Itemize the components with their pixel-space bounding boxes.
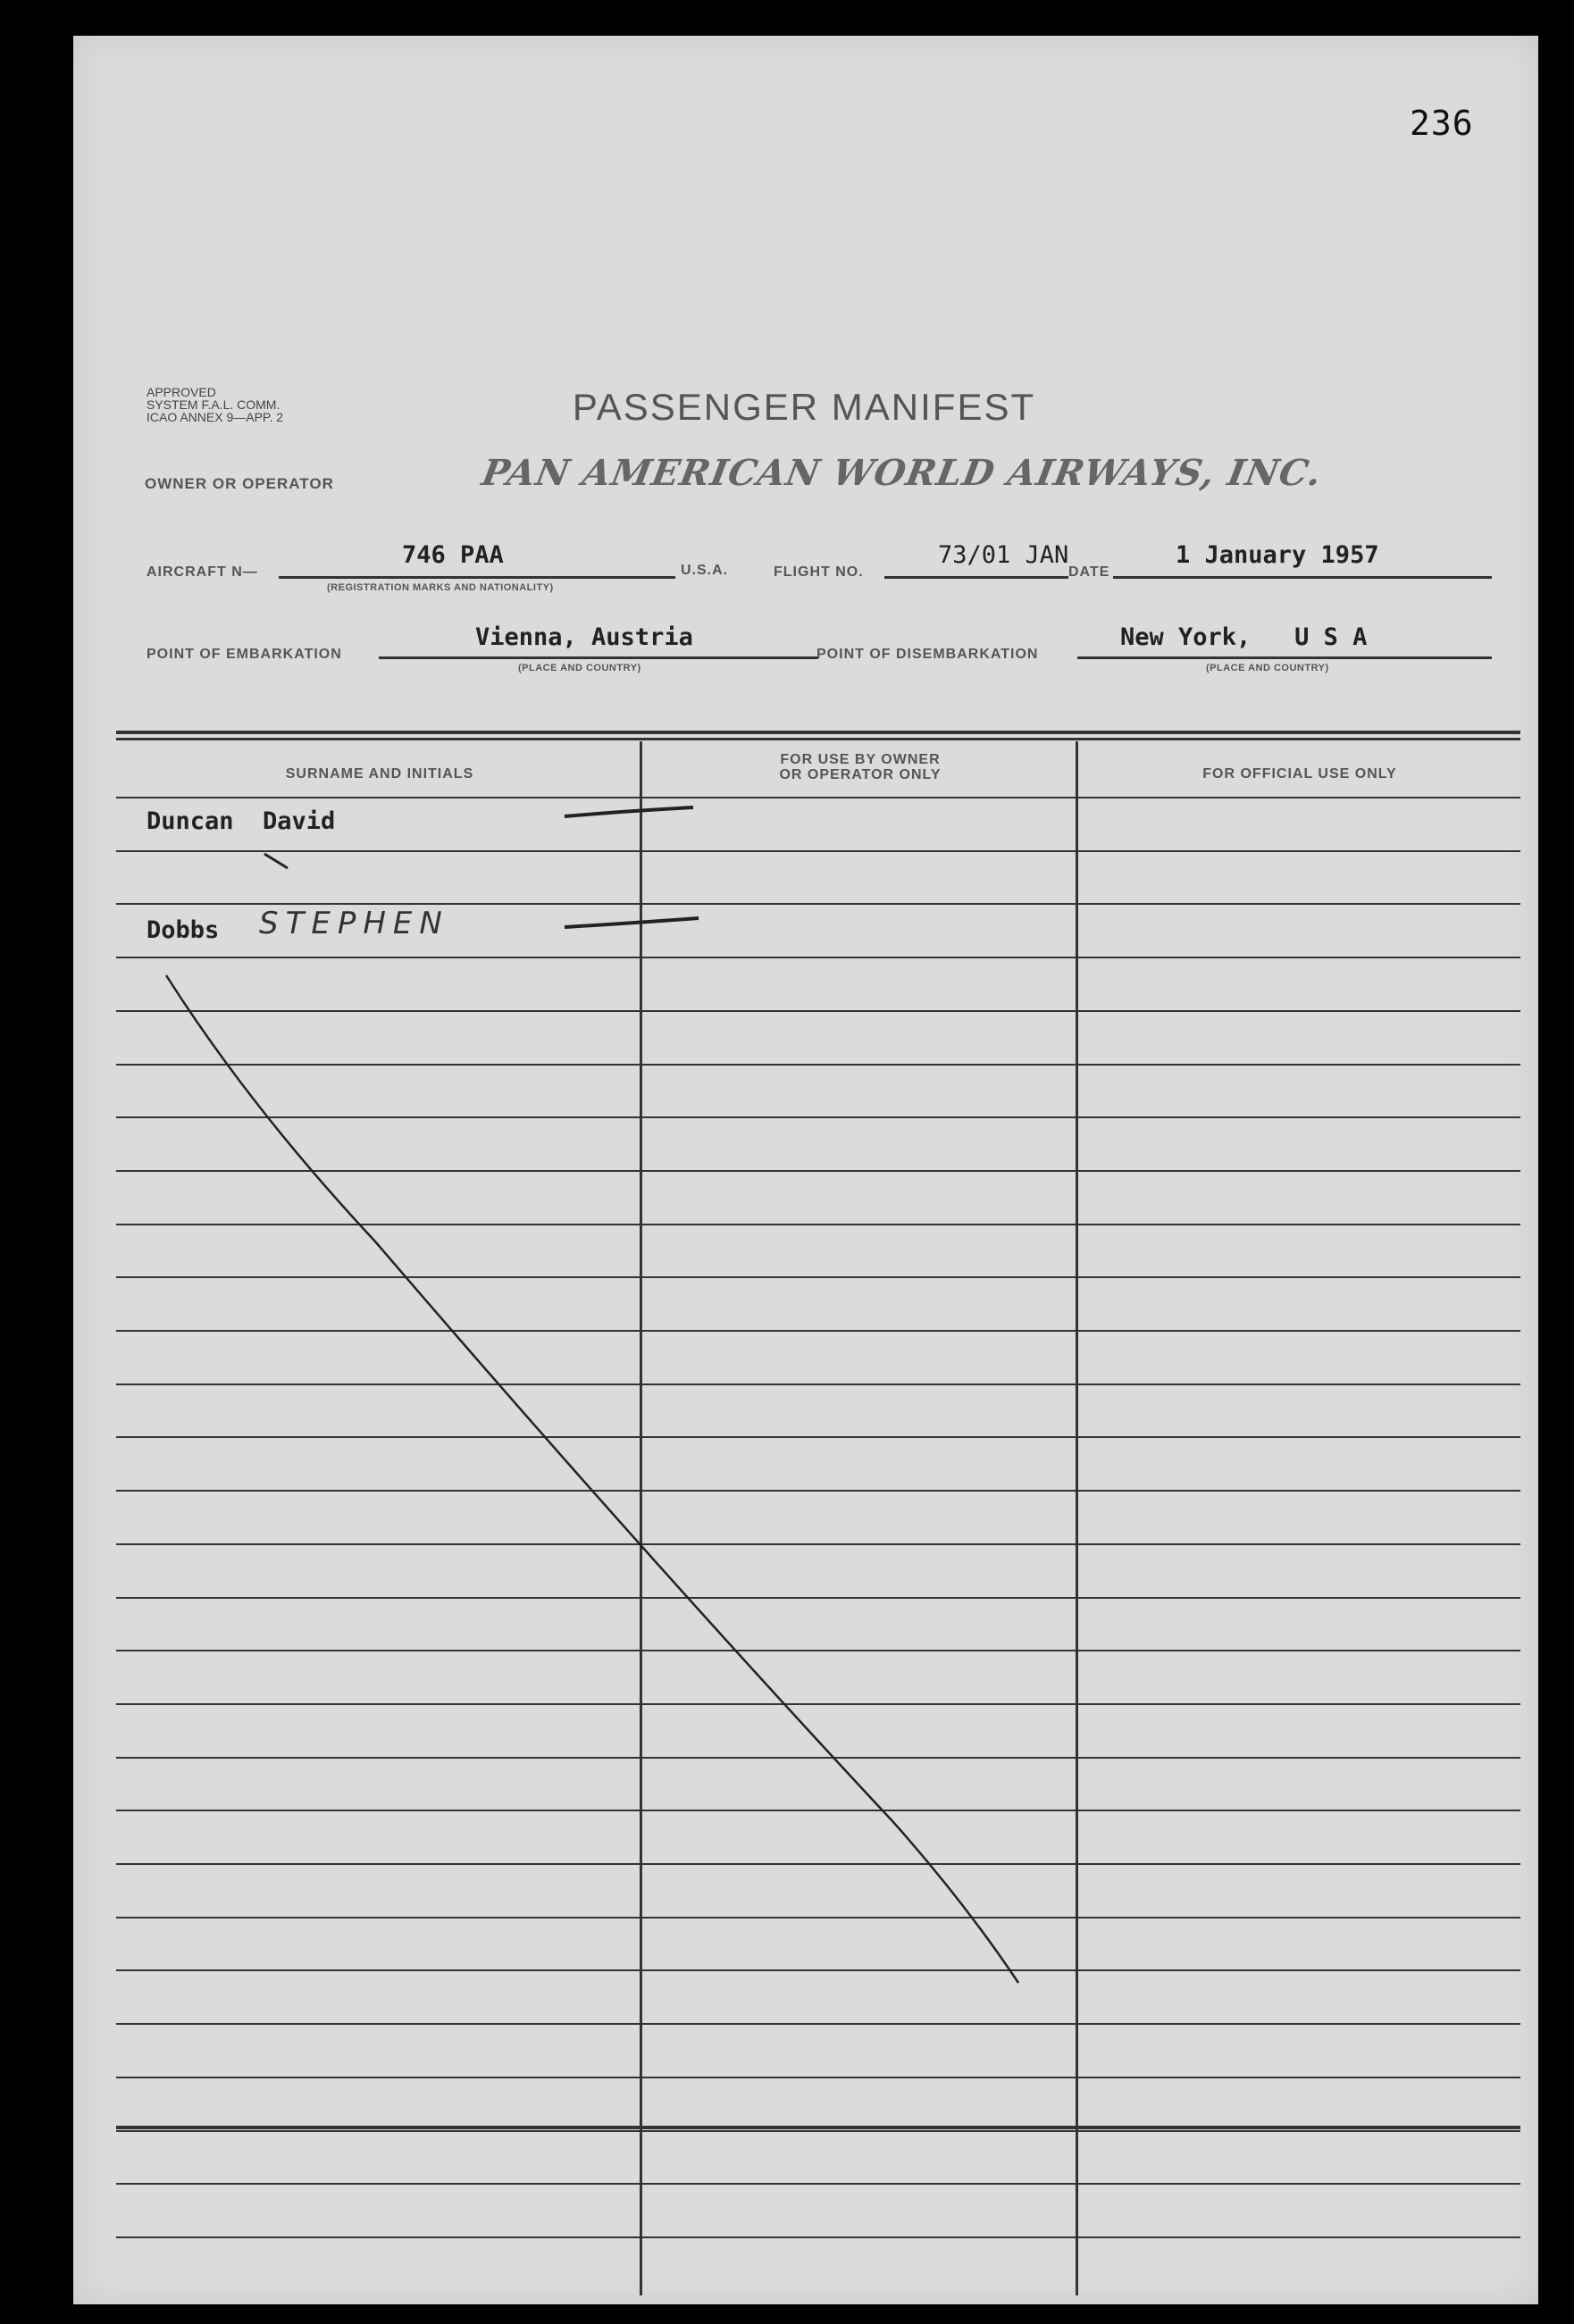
pen-tick bbox=[264, 854, 288, 868]
diagonal-strike-line bbox=[166, 975, 1018, 1983]
pen-dash-2 bbox=[565, 918, 699, 927]
aircraft-label: AIRCRAFT N— bbox=[147, 564, 258, 580]
flight-value: 73/01 JAN bbox=[938, 541, 1069, 569]
page-number: 236 bbox=[1410, 104, 1474, 143]
owner-label: OWNER OR OPERATOR bbox=[145, 475, 334, 492]
disembarkation-sublabel: (PLACE AND COUNTRY) bbox=[1206, 663, 1329, 673]
country-label: U.S.A. bbox=[681, 563, 729, 578]
flight-label: FLIGHT NO. bbox=[774, 564, 864, 580]
embarkation-sublabel: (PLACE AND COUNTRY) bbox=[518, 663, 641, 673]
owner-use-line-1: FOR USE BY OWNER bbox=[780, 752, 941, 767]
disembarkation-value: New York, U S A bbox=[1120, 623, 1368, 651]
embarkation-value: Vienna, Austria bbox=[475, 623, 693, 651]
embarkation-label: POINT OF EMBARKATION bbox=[147, 647, 342, 662]
date-value: 1 January 1957 bbox=[1176, 541, 1379, 569]
passenger-1-given: David bbox=[263, 807, 336, 835]
passenger-2-surname: Dobbs bbox=[147, 916, 220, 944]
owner-use-line-2: OR OPERATOR ONLY bbox=[779, 767, 942, 782]
owner-value: PAN AMERICAN WORLD AIRWAYS, INC. bbox=[478, 452, 1326, 494]
column-header-surname: SURNAME AND INITIALS bbox=[285, 766, 474, 782]
date-label: DATE bbox=[1068, 564, 1110, 580]
disembarkation-label: POINT OF DISEMBARKATION bbox=[816, 647, 1039, 662]
approval-line-2: SYSTEM F.A.L. COMM. bbox=[147, 397, 280, 412]
column-header-official: FOR OFFICIAL USE ONLY bbox=[1202, 766, 1397, 782]
passenger-1-surname: Duncan bbox=[147, 807, 234, 835]
passenger-2-given: STEPHEN bbox=[259, 906, 449, 941]
form-title: PASSENGER MANIFEST bbox=[572, 386, 1036, 428]
pen-dash-1 bbox=[565, 807, 693, 816]
aircraft-sublabel: (REGISTRATION MARKS AND NATIONALITY) bbox=[327, 582, 554, 593]
approval-line-1: APPROVED bbox=[147, 385, 216, 399]
aircraft-value: 746 PAA bbox=[402, 541, 504, 569]
approval-line-3: ICAO ANNEX 9—APP. 2 bbox=[147, 410, 284, 424]
